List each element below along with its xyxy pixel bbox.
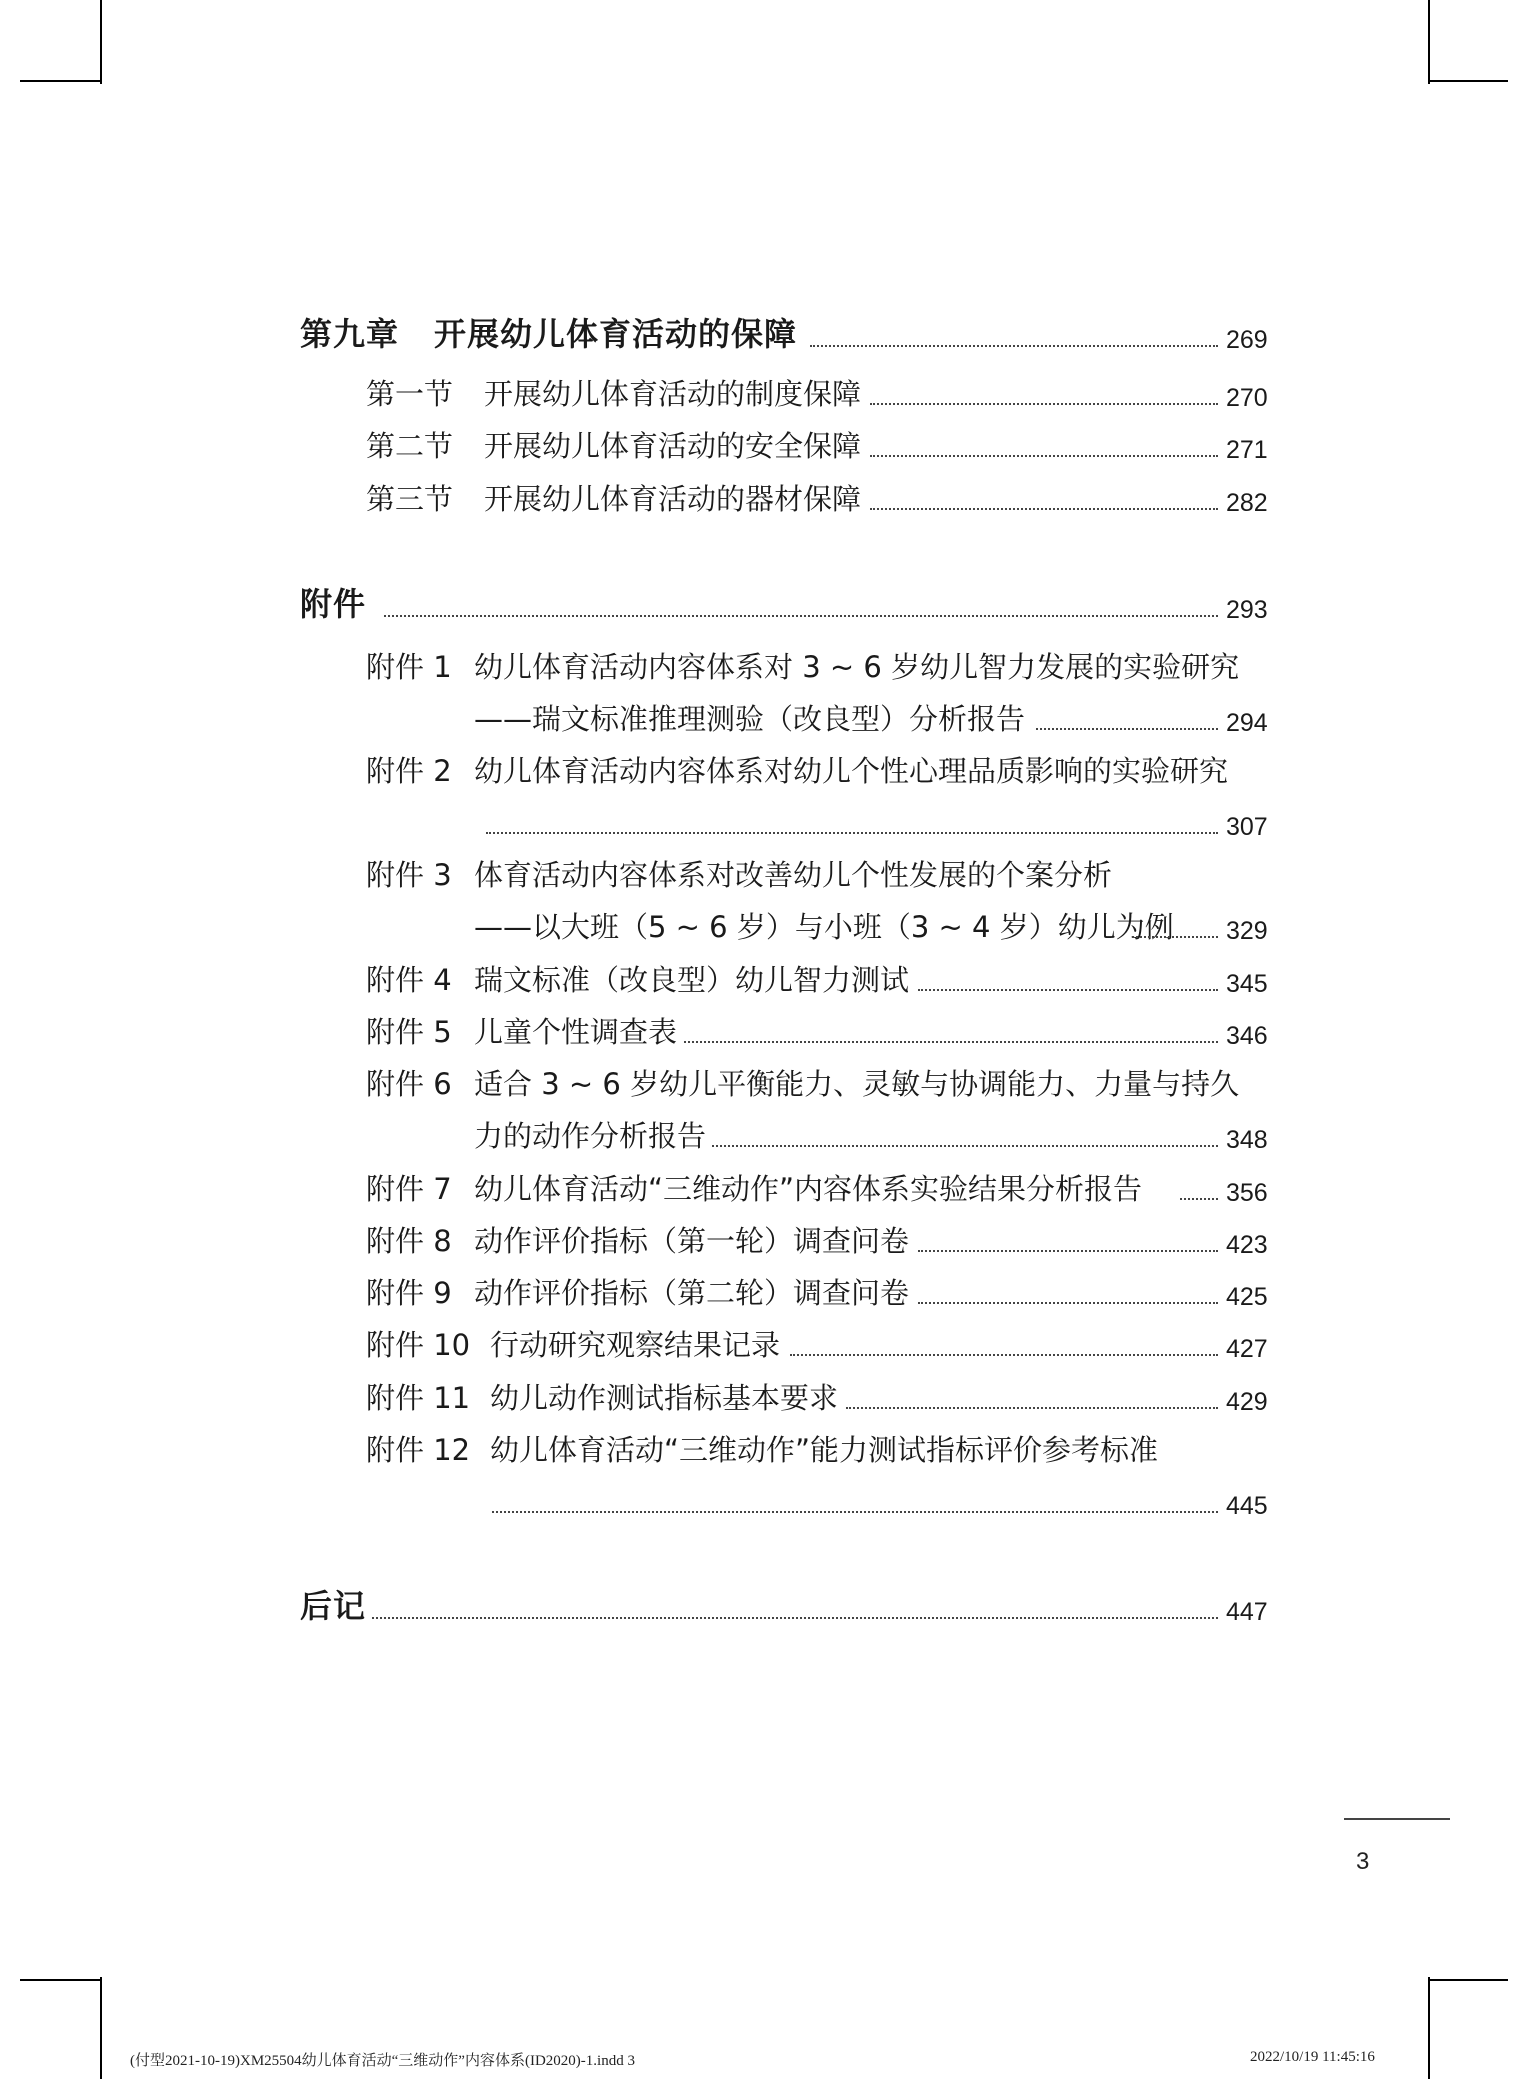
page-number: 447 bbox=[1226, 1598, 1268, 1626]
appendix-label: 附件 9 bbox=[366, 1276, 452, 1310]
dot-leader bbox=[870, 508, 1218, 510]
crop-mark bbox=[1428, 1977, 1430, 2079]
appendix-7-entry[interactable] bbox=[0, 1168, 1528, 1212]
appendix-title: 适合 3 ~ 6 岁幼儿平衡能力、灵敏与协调能力、力量与持久 bbox=[474, 1067, 1240, 1101]
appendix-12-entry[interactable] bbox=[0, 1429, 1528, 1473]
section-title: 开展幼儿体育活动的器材保障 bbox=[484, 482, 862, 516]
footer-timestamp: 2022/10/19 11:45:16 bbox=[1250, 2049, 1375, 2065]
appendix-title: 动作评价指标（第一轮）调查问卷 bbox=[474, 1224, 910, 1258]
appendix-3-entry[interactable] bbox=[0, 854, 1528, 898]
page-number: 429 bbox=[1226, 1388, 1268, 1416]
appendix-9-entry[interactable] bbox=[0, 1272, 1528, 1316]
crop-mark bbox=[100, 0, 102, 84]
page-number: 423 bbox=[1226, 1231, 1268, 1259]
dot-leader bbox=[384, 615, 1218, 617]
section-3-entry[interactable] bbox=[0, 478, 1528, 522]
dot-leader bbox=[712, 1145, 1218, 1147]
dot-leader bbox=[492, 1511, 1218, 1513]
dot-leader bbox=[1132, 936, 1218, 938]
appendix-2-entry[interactable] bbox=[0, 750, 1528, 794]
crop-mark bbox=[1428, 0, 1430, 84]
appendix-title: 行动研究观察结果记录 bbox=[490, 1328, 781, 1362]
chapter-label: 第九章 bbox=[300, 315, 400, 353]
section-label: 第一节 bbox=[366, 377, 454, 411]
page-number: 270 bbox=[1226, 384, 1268, 412]
page-number: 425 bbox=[1226, 1283, 1268, 1311]
appendix-6-entry[interactable] bbox=[0, 1063, 1528, 1107]
page-number: 346 bbox=[1226, 1022, 1268, 1050]
footer-filename: (付型2021-10-19)XM25504幼儿体育活动“三维动作”内容体系(ID2020)-1.indd 3 bbox=[130, 2053, 635, 2069]
appendix-2-continuation[interactable] bbox=[0, 802, 1528, 846]
appendix-label: 附件 4 bbox=[366, 963, 452, 997]
dot-leader bbox=[684, 1041, 1218, 1043]
appendix-title: 幼儿动作测试指标基本要求 bbox=[490, 1381, 839, 1415]
page-number: 282 bbox=[1226, 489, 1268, 517]
dot-leader bbox=[1036, 728, 1218, 730]
section-title: 开展幼儿体育活动的制度保障 bbox=[484, 377, 862, 411]
dot-leader bbox=[846, 1407, 1218, 1409]
appendix-subtitle: ——瑞文标准推理测验（改良型）分析报告 bbox=[474, 702, 1026, 736]
appendix-label: 附件 12 bbox=[366, 1433, 471, 1467]
appendix-label: 附件 11 bbox=[366, 1381, 471, 1415]
crop-mark bbox=[20, 1979, 102, 1981]
page-number: 307 bbox=[1226, 813, 1268, 841]
appendix-title: 瑞文标准（改良型）幼儿智力测试 bbox=[474, 963, 910, 997]
appendix-title: 幼儿体育活动“三维动作”能力测试指标评价参考标准 bbox=[490, 1433, 1159, 1467]
appendix-label: 附件 10 bbox=[366, 1328, 471, 1362]
appendix-8-entry[interactable] bbox=[0, 1220, 1528, 1264]
section-title: 开展幼儿体育活动的安全保障 bbox=[484, 429, 862, 463]
section-2-entry[interactable] bbox=[0, 425, 1528, 469]
appendix-subtitle: 力的动作分析报告 bbox=[474, 1119, 707, 1153]
appendix-11-entry[interactable] bbox=[0, 1377, 1528, 1421]
appendix-label: 附件 1 bbox=[366, 650, 452, 684]
dot-leader bbox=[918, 989, 1218, 991]
dot-leader bbox=[918, 1250, 1218, 1252]
page-number: 293 bbox=[1226, 596, 1268, 624]
dot-leader bbox=[486, 832, 1218, 834]
appendix-title: 幼儿体育活动内容体系对幼儿个性心理品质影响的实验研究 bbox=[474, 754, 1229, 788]
dot-leader bbox=[870, 455, 1218, 457]
appendix-label: 附件 5 bbox=[366, 1015, 452, 1049]
dot-leader bbox=[790, 1354, 1218, 1356]
appendix-heading-entry[interactable] bbox=[0, 585, 1528, 629]
appendix-title: 动作评价指标（第二轮）调查问卷 bbox=[474, 1276, 910, 1310]
postscript-title: 后记 bbox=[300, 1587, 367, 1625]
postscript-entry[interactable] bbox=[0, 1587, 1528, 1631]
chapter-title: 开展幼儿体育活动的保障 bbox=[434, 315, 798, 353]
appendix-title: 幼儿体育活动“三维动作”内容体系实验结果分析报告 bbox=[474, 1172, 1143, 1206]
appendix-6-continuation[interactable] bbox=[0, 1115, 1528, 1159]
page-number: 427 bbox=[1226, 1335, 1268, 1363]
dot-leader bbox=[918, 1302, 1218, 1304]
appendix-label: 附件 2 bbox=[366, 754, 452, 788]
appendix-title: 儿童个性调查表 bbox=[474, 1015, 678, 1049]
appendix-5-entry[interactable] bbox=[0, 1011, 1528, 1055]
appendix-label: 附件 7 bbox=[366, 1172, 452, 1206]
appendix-4-entry[interactable] bbox=[0, 959, 1528, 1003]
page-number: 345 bbox=[1226, 970, 1268, 998]
appendix-label: 附件 8 bbox=[366, 1224, 452, 1258]
appendix-12-continuation[interactable] bbox=[0, 1481, 1528, 1525]
page-number: 271 bbox=[1226, 436, 1268, 464]
crop-mark bbox=[100, 1977, 102, 2079]
page-number: 348 bbox=[1226, 1126, 1268, 1154]
crop-mark bbox=[1428, 1979, 1508, 1981]
crop-mark bbox=[20, 80, 102, 82]
appendix-subtitle: ——以大班（5 ~ 6 岁）与小班（3 ~ 4 岁）幼儿为例 bbox=[474, 910, 1174, 944]
appendix-label: 附件 3 bbox=[366, 858, 452, 892]
page-number: 329 bbox=[1226, 917, 1268, 945]
appendix-1-entry[interactable] bbox=[0, 646, 1528, 690]
appendix-3-subtitle[interactable] bbox=[0, 906, 1528, 950]
page-number: 294 bbox=[1226, 709, 1268, 737]
page-number: 356 bbox=[1226, 1179, 1268, 1207]
page-number: 269 bbox=[1226, 326, 1268, 354]
appendix-title: 体育活动内容体系对改善幼儿个性发展的个案分析 bbox=[474, 858, 1113, 892]
appendix-title: 幼儿体育活动内容体系对 3 ~ 6 岁幼儿智力发展的实验研究 bbox=[474, 650, 1240, 684]
appendix-1-subtitle[interactable] bbox=[0, 698, 1528, 742]
folio-rule bbox=[1344, 1818, 1450, 1820]
section-label: 第二节 bbox=[366, 429, 454, 463]
folio-number: 3 bbox=[1356, 1848, 1370, 1875]
chapter-9-entry[interactable] bbox=[0, 315, 1528, 359]
crop-mark bbox=[1428, 80, 1508, 82]
page-number: 445 bbox=[1226, 1492, 1268, 1520]
dot-leader bbox=[870, 403, 1218, 405]
section-label: 第三节 bbox=[366, 482, 454, 516]
appendix-label: 附件 6 bbox=[366, 1067, 452, 1101]
dot-leader bbox=[372, 1617, 1218, 1619]
section-1-entry[interactable] bbox=[0, 373, 1528, 417]
appendix-heading-title: 附件 bbox=[300, 585, 367, 623]
dot-leader bbox=[810, 345, 1218, 347]
dot-leader bbox=[1180, 1198, 1218, 1200]
appendix-10-entry[interactable] bbox=[0, 1324, 1528, 1368]
